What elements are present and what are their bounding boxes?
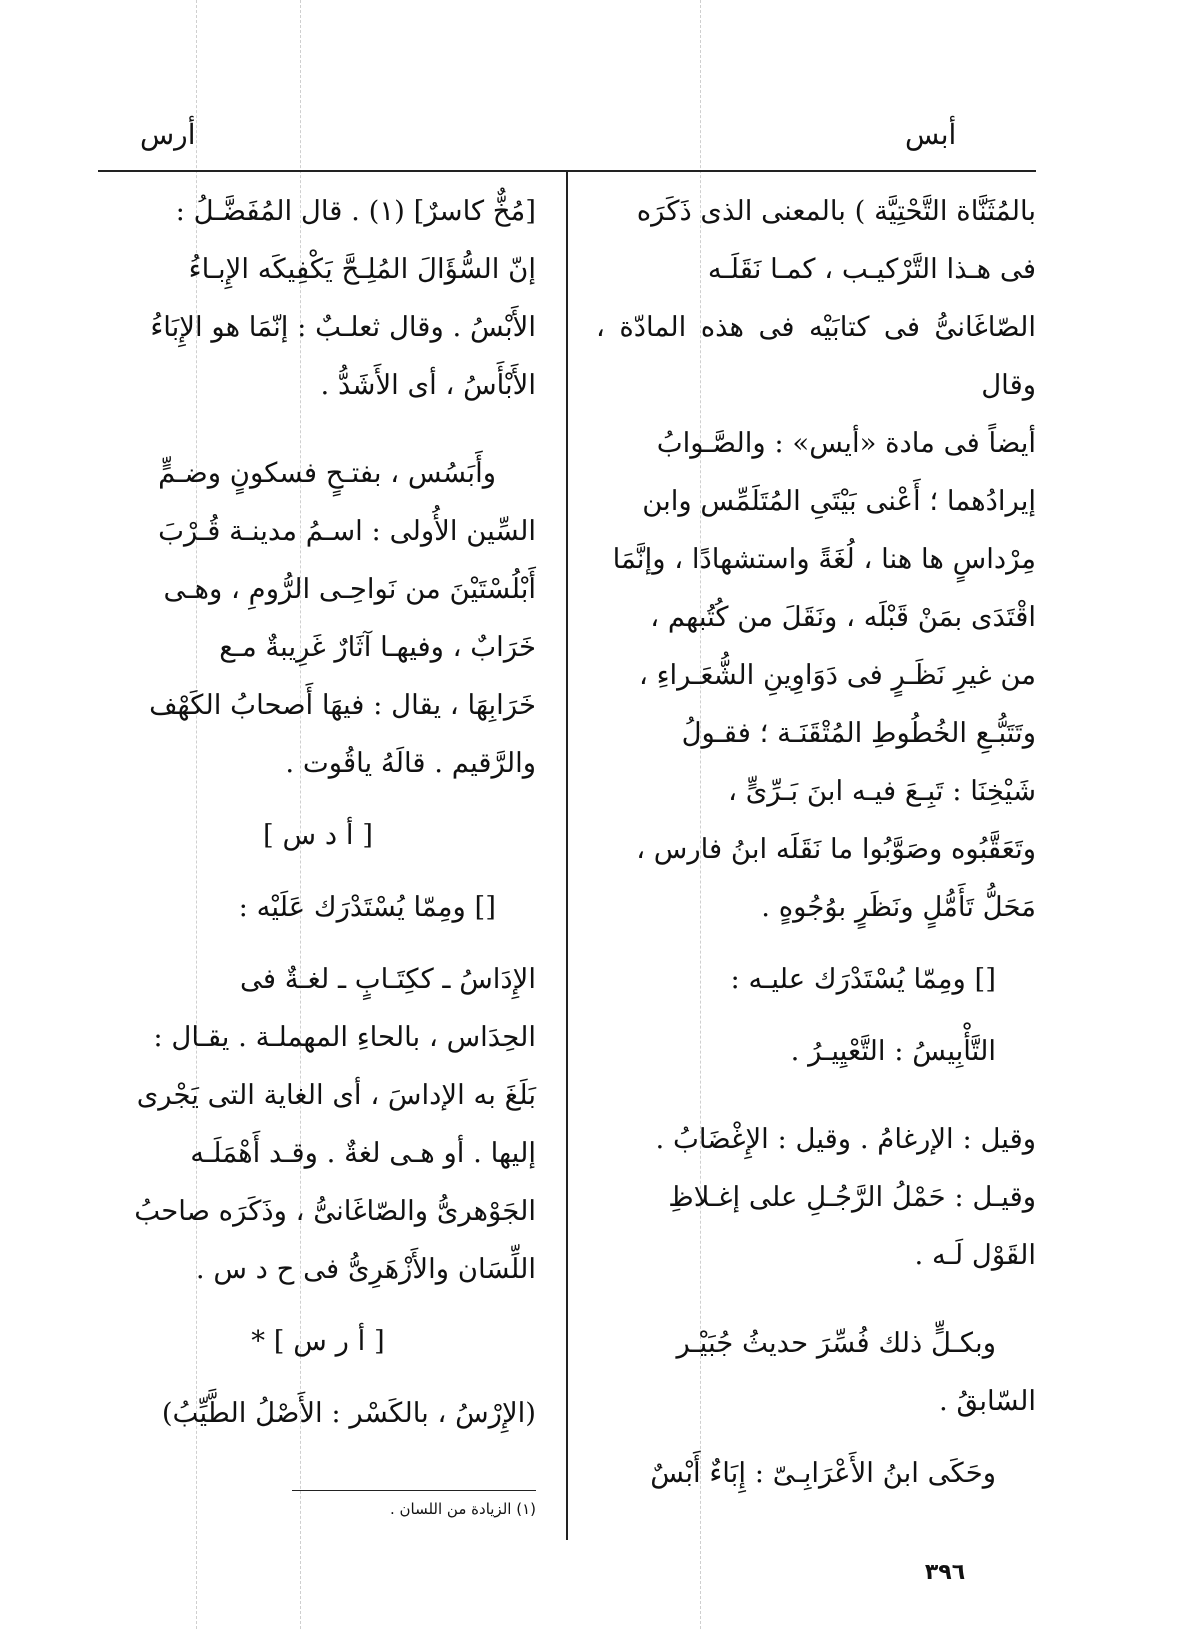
right-column [596, 182, 1036, 1502]
text-line: الصّاغَانىُّ فى كتابَيْه فى هذه المادّة ، وقال [596, 311, 1036, 401]
text-line: خَرَابِهَا ، يقال : فيهَا أَصحابُ الكَهْف [149, 689, 536, 721]
text-line: أيضاً فى مادة «أيس» : والصَّـوابُ [656, 427, 1036, 459]
footnote-rule [292, 1490, 536, 1491]
text-line: الإِدَاسُ ـ ككِتَـابٍ ـ لغـةٌ فى [239, 963, 536, 995]
text-line: وقيـل : حَمْلُ الرَّجُـلِ على إغـلاظِ [668, 1181, 1036, 1213]
text-line: والرَّقيم . قالَهُ ياقُوت . [285, 747, 536, 779]
section-heading: [] ومِمّا يُسْتَدْرَك عَلَيْه : [238, 891, 496, 923]
entry-heading: [ أ ر س ] * [251, 1325, 385, 1357]
text-line: السِّين الأُولى : اسـمُ مدينـة قُـرْبَ [158, 515, 536, 547]
text-line: الجَوْهرىُّ والصّاغَانىُّ ، وذَكَرَه صاحبُ [134, 1195, 536, 1227]
footnote: (١) الزيادة من اللسان . [389, 1500, 536, 1518]
text-line: القَوْل لَـه . [914, 1239, 1036, 1271]
text-line: خَرَابٌ ، وفيهـا آثَارٌ غَرِيبةٌ مـع [219, 631, 536, 663]
text-line: إليها . أو هـى لغةٌ . وقـد أَهْمَلَـه [190, 1137, 536, 1169]
text-line: بَلَغَ به الإداسَ ، أى الغاية التى يَجْرى [136, 1079, 536, 1111]
text-line: وقيل : الإرغامُ . وقيل : الإِغْضَابُ . [655, 1123, 1036, 1155]
entry-heading: [ أ د س ] [263, 819, 373, 851]
text-line: [مُخٌّ كاسرٌ] (١) . قال المُفَضَّـلُ : [175, 195, 536, 227]
header-left-word: أرس [140, 118, 196, 151]
text-line: من غيرِ نَظَـرٍ فى دَوَاوِينِ الشُّعَـراءِ ، [638, 659, 1036, 691]
left-column [100, 182, 536, 1442]
header-right-word: أبس [905, 118, 957, 151]
text-line: (الإِرْسُ ، بالكَسْر : الأَصْلُ الطَّيِّبُ) [161, 1397, 536, 1429]
text-line: وتَعَقَّبُوه وصَوَّبُوا ما نَقَلَه ابنُ فارس ، [636, 833, 1036, 865]
text-line: أَبْلُسْتَيْنَ من نَواحِـى الرُّومِ ، وهـى [163, 573, 536, 605]
text-line: السّابقُ . [938, 1385, 1036, 1417]
text-line: بالمُثَنَّاة التَّحْتِيَّة ) بالمعنى الذى ذَكَرَه [636, 195, 1036, 227]
text-line: وبكـلٍّ ذلك فُسِّرَ حديثُ جُبَيْـر [676, 1327, 996, 1359]
text-line: فى هـذا التَّرْكيـب ، كمـا نَقَلَـه [707, 253, 1036, 285]
text-line: اقْتَدَى بمَنْ قَبْلَه ، ونَقَلَ من كُتُبهم ، [650, 601, 1036, 633]
text-line: وتَتَبُّـعِ الخُطُوطِ المُتْقَنَـة ؛ فقـولُ [681, 717, 1036, 749]
text-line: وحَكَى ابنُ الأَعْرَابِـىّ : إِبَاءٌ أَبْسٌ [650, 1457, 996, 1489]
section-heading: [] ومِمّا يُسْتَدْرَك عليـه : [730, 963, 996, 995]
text-line: إنّ السُّؤَالَ المُلِـحَّ يَكْفِيكَه الإِبـاءُ [188, 253, 536, 285]
text-line: اللِّسَان والأَزْهَرِىُّ فى ح د س . [195, 1253, 536, 1285]
page-number: ٣٩٦ [924, 1560, 966, 1585]
text-line: وأَبَسُس ، بفتـحٍ فسكونٍ وضـمٍّ [158, 457, 496, 489]
text-line: الحِدَاس ، بالحاءِ المهملـة . يقـال : [153, 1021, 536, 1053]
text-line: التَّأْبِيسُ : التَّعْيِيـرُ . [790, 1035, 996, 1067]
text-line: شَيْخِنَا : تَبِـعَ فيـه ابنَ بَـرِّىٍّ ، [728, 775, 1036, 807]
text-line: الأَبْسُ . وقال ثعلـبٌ : إنّمَا هو الإِبَاءُ [150, 311, 536, 343]
column-divider [566, 170, 568, 1540]
text-line: إيرادُهما ؛ أَعْنى بَيْتَىِ المُتَلَمِّس وابن [642, 485, 1036, 517]
text-line: مِرْداسٍ ها هنا ، لُغَةً واستشهادًا ، وإنَّمَا [612, 543, 1036, 575]
text-line: الأَبْأَسُ ، أى الأَشَدُّ . [320, 369, 536, 401]
text-line: مَحَلُّ تَأَمُّلٍ ونَظَرٍ بوُجُوهٍ . [761, 891, 1036, 923]
